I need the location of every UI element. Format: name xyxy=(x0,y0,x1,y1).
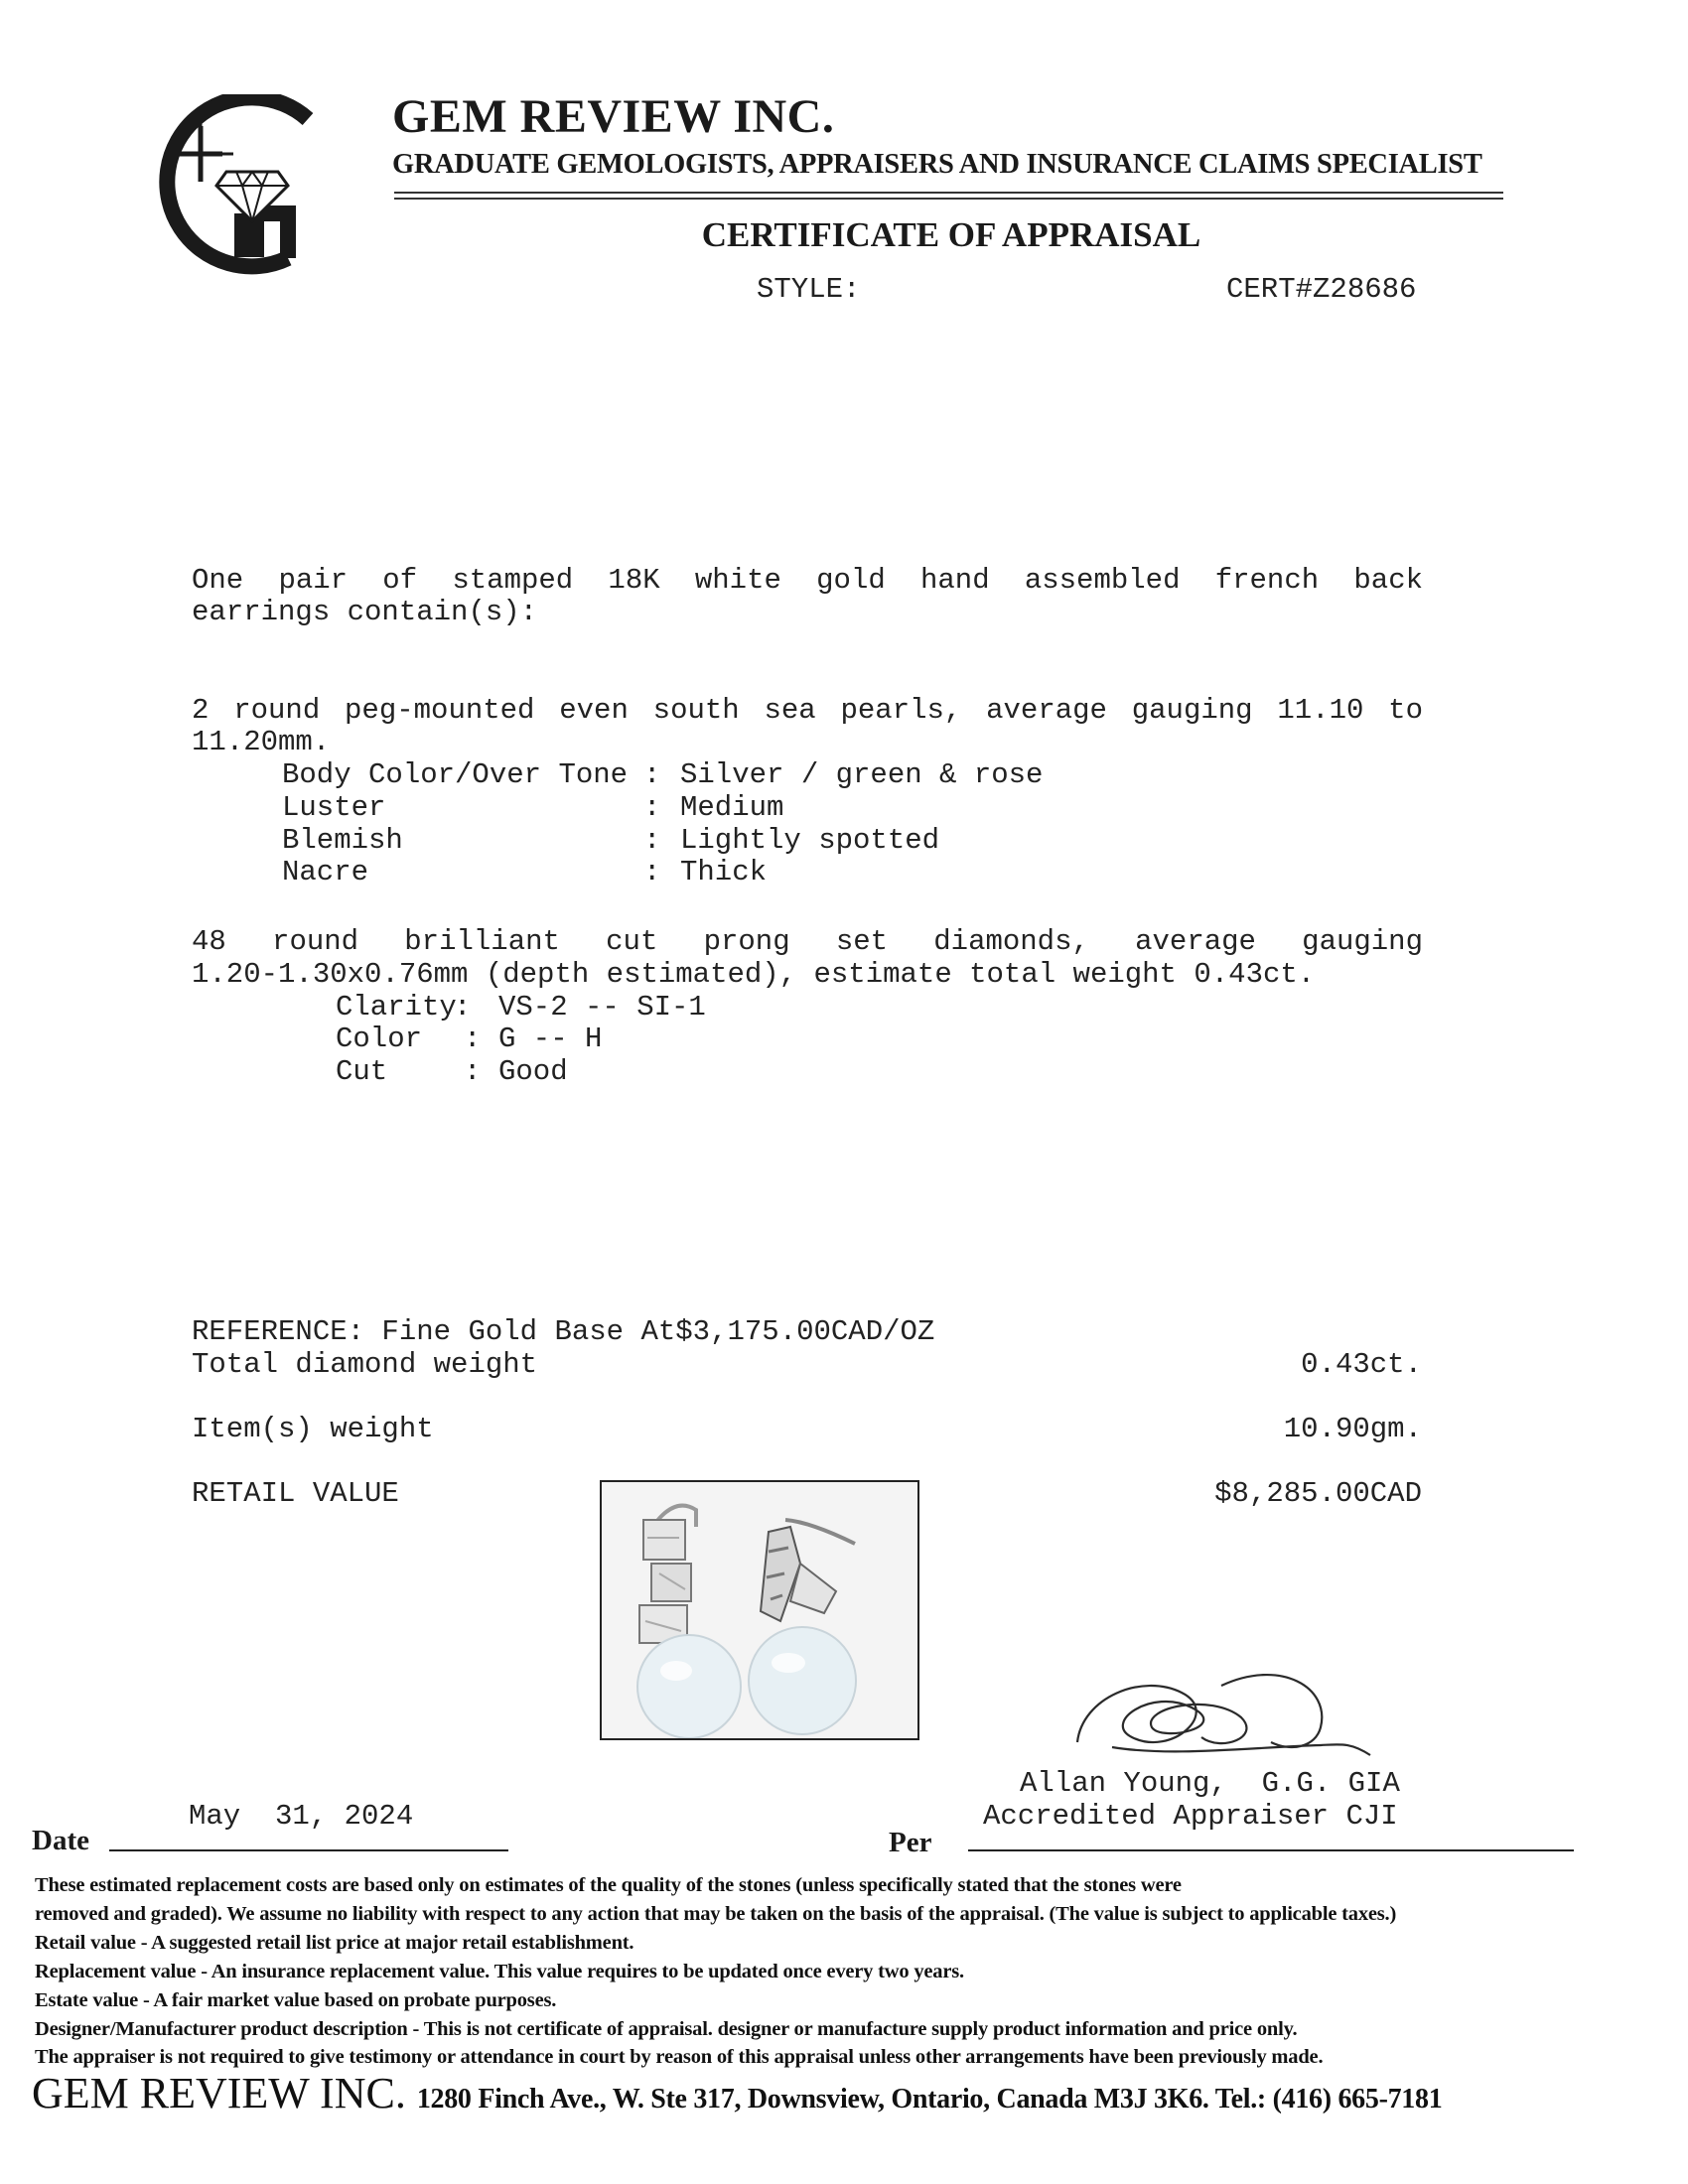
pearl-spec-sep: : xyxy=(643,824,661,857)
item-weight-label: Item(s) weight xyxy=(192,1413,434,1445)
diamond-weight-label: Total diamond weight xyxy=(192,1348,538,1381)
pearl-spec-label: Luster xyxy=(282,791,386,824)
diamond-spec-sep: : xyxy=(454,991,472,1024)
intro-line-2: earrings contain(s): xyxy=(192,596,538,628)
footer xyxy=(32,2068,1442,2118)
diamond-spec-value: Good xyxy=(498,1055,568,1088)
diamond-weight-value: 0.43ct. xyxy=(1301,1348,1422,1381)
disclaimer-line: The appraiser is not required to give testimony or attendance in court by reason of this appraisal unless other arrangements have been previously made. xyxy=(35,2046,1324,2068)
footer-company-name: GEM REVIEW INC. xyxy=(32,2069,406,2117)
diamond-spec-sep: : xyxy=(464,1055,482,1088)
pearl-spec-label: Blemish xyxy=(282,824,403,857)
appraiser-signature xyxy=(1072,1648,1390,1777)
intro-line-1: One pair of stamped 18K white gold hand assembled french back xyxy=(192,564,1423,597)
disclaimer-line: removed and graded). We assume no liability with respect to any action that may be taken on the basis of the appraisal. (The value is subject to applicable taxes.) xyxy=(35,1903,1397,1925)
diamond-spec-value: G -- H xyxy=(498,1023,603,1055)
retail-value-label: RETAIL VALUE xyxy=(192,1477,399,1510)
reference-line: REFERENCE: Fine Gold Base At$3,175.00CAD/OZ xyxy=(192,1315,935,1348)
pearl-spec-sep: : xyxy=(643,758,661,791)
disclaimer-line: Replacement value - An insurance replacement value. This value requires to be updated once every two years. xyxy=(35,1961,964,1982)
pearl-spec-value: Medium xyxy=(680,791,784,824)
pearl-spec-label: Body Color/Over Tone xyxy=(282,758,629,791)
pearl-spec-value: Thick xyxy=(680,856,768,888)
style-label: STYLE: xyxy=(757,273,861,306)
diamond-spec-label: Cut xyxy=(336,1055,388,1088)
appraiser-name: Allan Young, G.G. GIA xyxy=(1020,1767,1400,1800)
date-underline xyxy=(109,1849,508,1851)
earrings-photo xyxy=(600,1480,919,1740)
per-label: Per xyxy=(889,1827,932,1858)
earrings-illustration xyxy=(602,1482,917,1738)
company-name: GEM REVIEW INC. xyxy=(392,90,835,143)
item-weight-value: 10.90gm. xyxy=(1283,1413,1422,1445)
header-rule-bottom xyxy=(394,198,1503,200)
diamond-spec-label: Color xyxy=(336,1023,423,1055)
diamond-spec-label: Clarity xyxy=(336,991,457,1024)
diamond-spec-sep: : xyxy=(464,1023,482,1055)
cert-number: CERT#Z28686 xyxy=(1226,273,1417,306)
pearls-line-1: 2 round peg-mounted even south sea pearls, average gauging 11.10 to xyxy=(192,694,1423,727)
pearl-spec-sep: : xyxy=(643,791,661,824)
footer-address: 1280 Finch Ave., W. Ste 317, Downsview, Ontario, Canada M3J 3K6. Tel.: (416) 665-7181 xyxy=(416,2084,1443,2115)
date-label: Date xyxy=(32,1825,89,1856)
disclaimer-line: Estate value - A fair market value based on probate purposes. xyxy=(35,1989,557,2011)
per-underline xyxy=(968,1849,1574,1851)
pearl-spec-sep: : xyxy=(643,856,661,888)
pearl-spec-value: Silver / green & rose xyxy=(680,758,1044,791)
retail-value-amount: $8,285.00CAD xyxy=(1214,1477,1422,1510)
header-rule-top xyxy=(394,192,1503,194)
disclaimer-line: Retail value - A suggested retail list price at major retail establishment. xyxy=(35,1932,634,1954)
pearl-spec-value: Lightly spotted xyxy=(680,824,940,857)
company-tagline: GRADUATE GEMOLOGISTS, APPRAISERS AND INSURANCE CLAIMS SPECIALIST xyxy=(392,149,1482,180)
disclaimer-line: Designer/Manufacturer product description - This is not certificate of appraisal. designer or manufacture supply product information and price only. xyxy=(35,2018,1298,2040)
appraisal-date: May 31, 2024 xyxy=(189,1800,414,1833)
diamonds-line-2: 1.20-1.30x0.76mm (depth estimated), estimate total weight 0.43ct. xyxy=(192,958,1316,991)
disclaimer-line: These estimated replacement costs are based only on estimates of the quality of the stones (unless specifically stated that the stones were xyxy=(35,1874,1182,1896)
pearls-line-2: 11.20mm. xyxy=(192,726,331,758)
certificate-title: CERTIFICATE OF APPRAISAL xyxy=(701,215,1201,254)
pearl-spec-label: Nacre xyxy=(282,856,369,888)
diamond-spec-value: VS-2 -- SI-1 xyxy=(498,991,706,1024)
appraiser-title: Accredited Appraiser CJI xyxy=(983,1800,1398,1833)
diamonds-line-1: 48 round brilliant cut prong set diamonds, average gauging xyxy=(192,925,1423,958)
